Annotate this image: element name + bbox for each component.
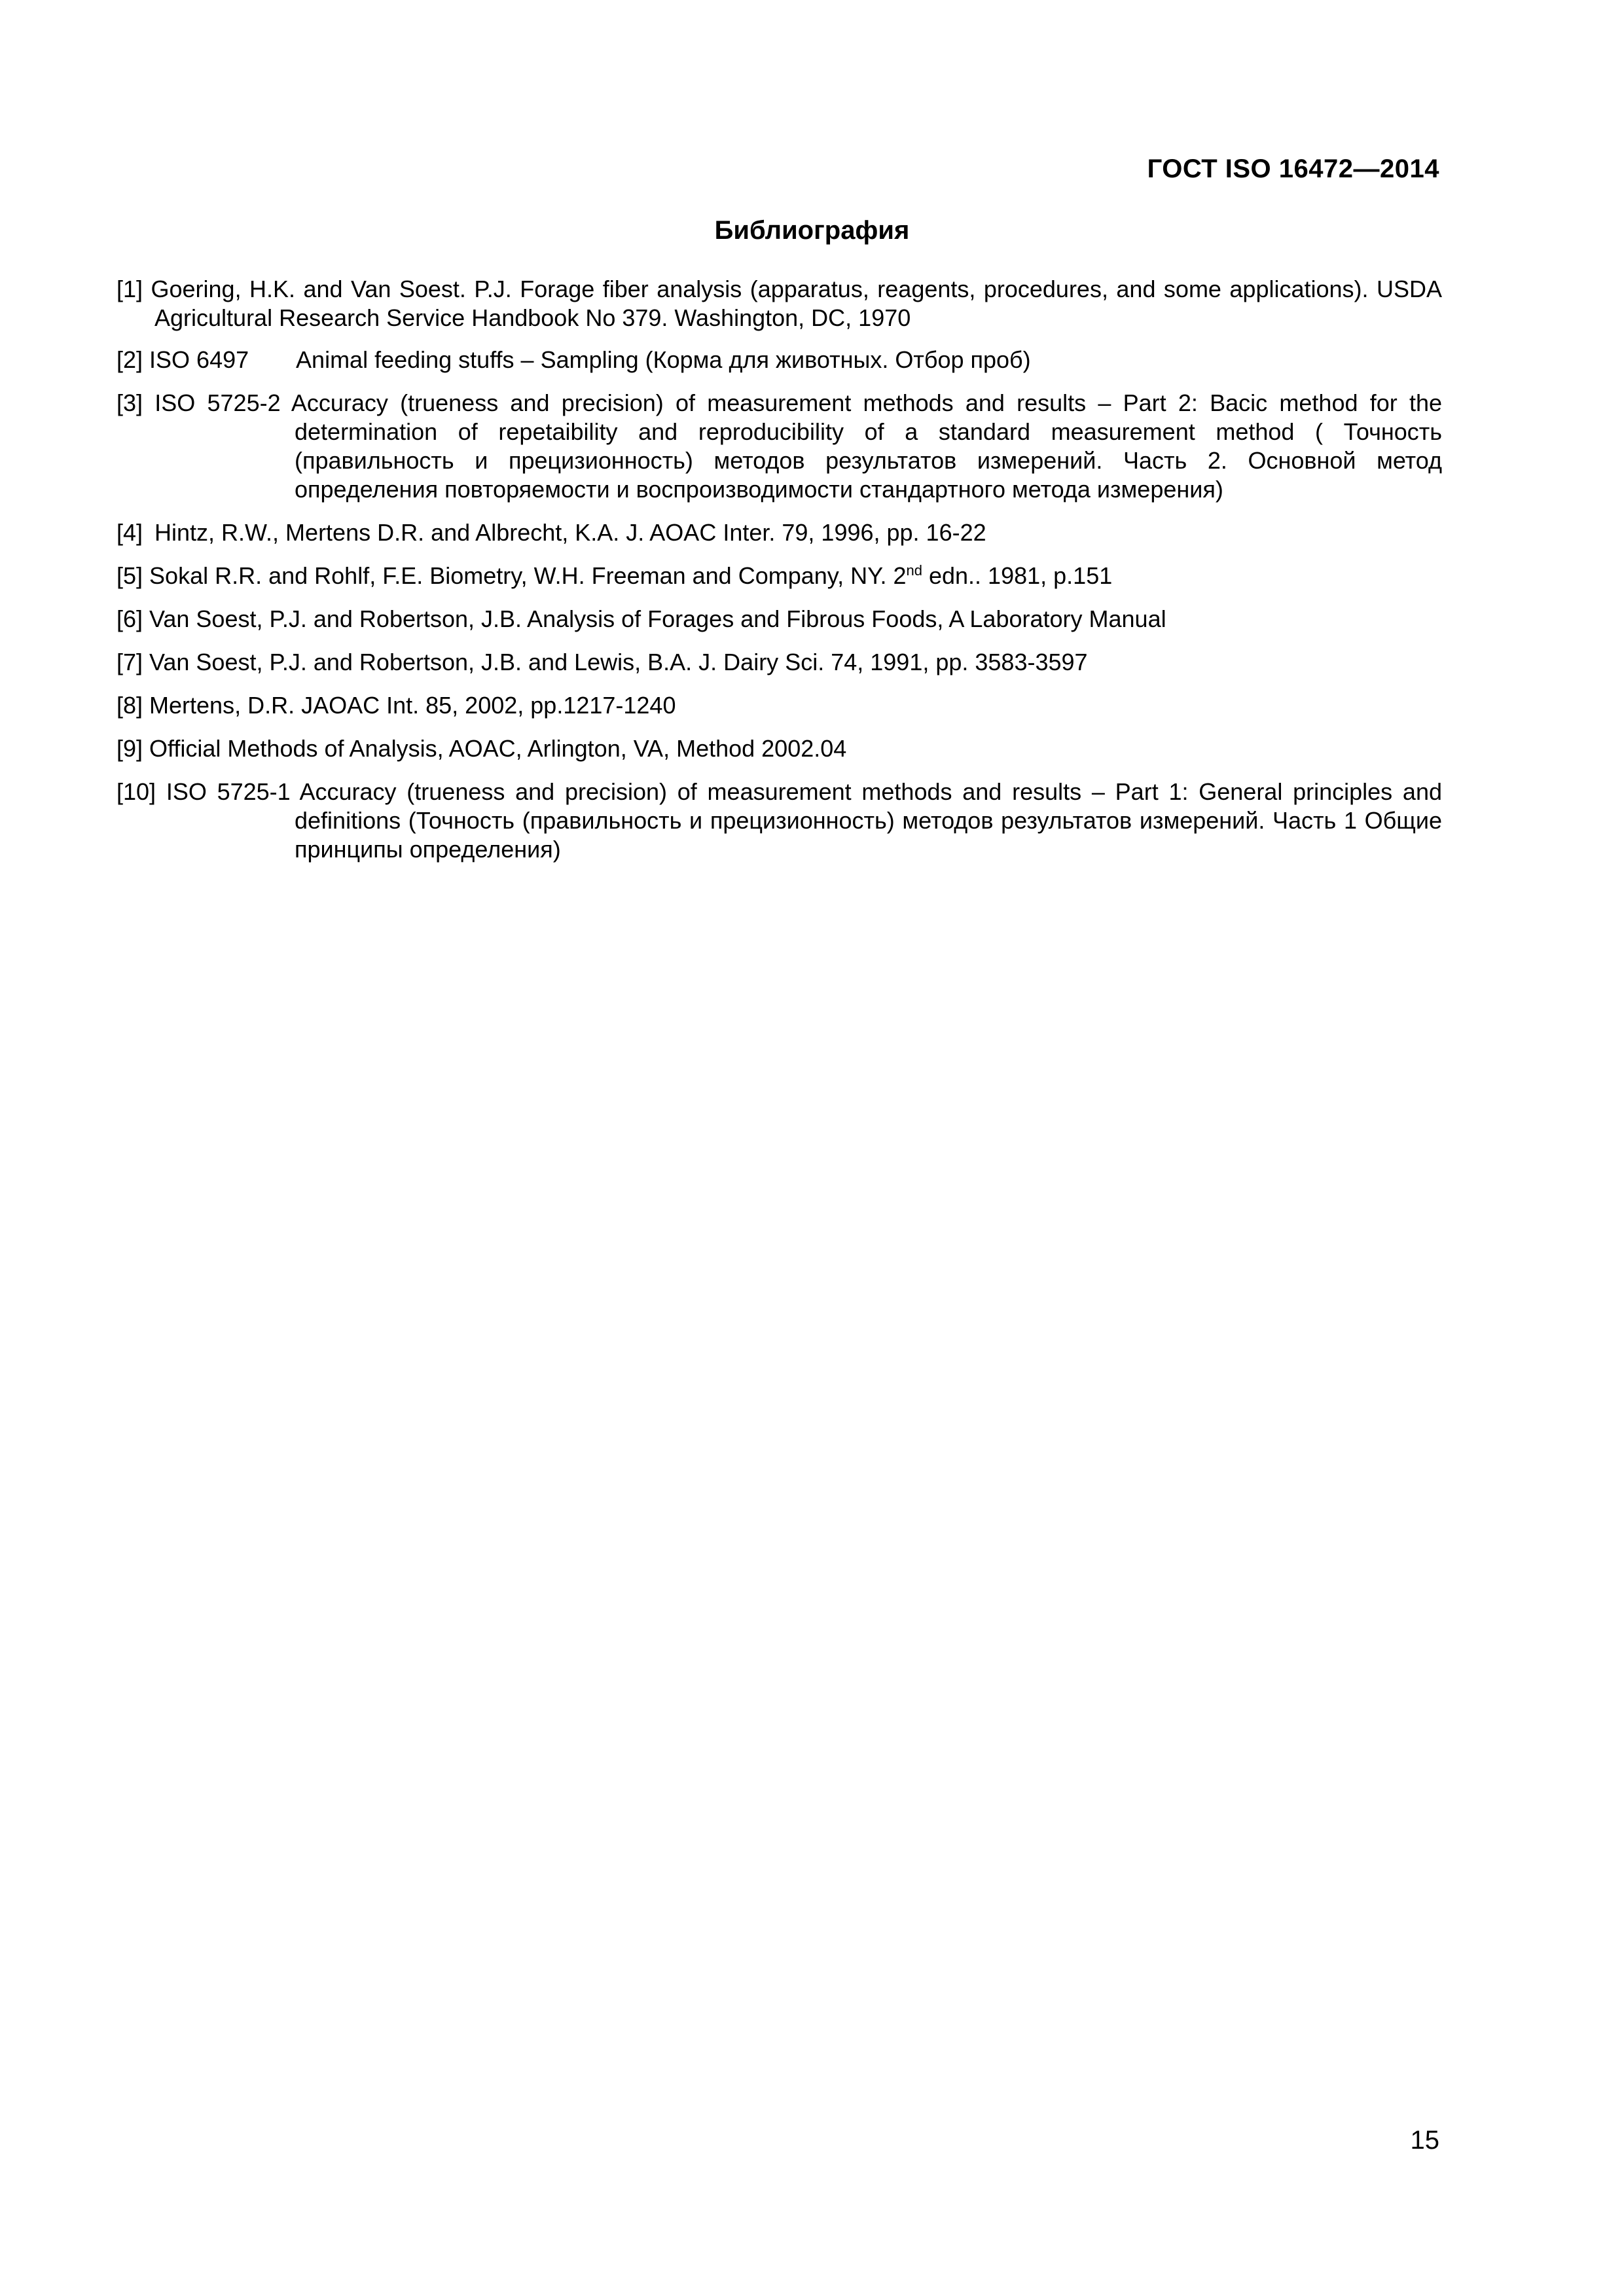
reference-number: [9] bbox=[117, 735, 143, 762]
reference-item bbox=[117, 691, 1442, 720]
reference-text: Hintz, R.W., Mertens D.R. and Albrecht, K.A. J. AOAC Inter. 79, 1996, pp. 16-22 bbox=[154, 519, 986, 546]
reference-text: Accuracy (trueness and precision) of measurement methods and results – Part 1: General principles and definitions (Точность (правильность и прецизионность) методов результатов измерений. Часть 1 Общие принципы определения) bbox=[295, 778, 1442, 863]
reference-item bbox=[117, 734, 1442, 763]
reference-code: ISO 5725-1 bbox=[166, 778, 291, 805]
reference-item bbox=[117, 778, 1442, 864]
reference-item bbox=[117, 346, 1442, 374]
reference-item bbox=[117, 518, 1442, 547]
reference-text bbox=[149, 562, 1442, 590]
reference-number: [7] bbox=[117, 649, 143, 675]
reference-text: Animal feeding stuffs – Sampling (Корма для животных. Отбор проб) bbox=[296, 346, 1031, 373]
reference-code: ISO 6497 bbox=[149, 346, 249, 373]
reference-text-part: Sokal R.R. and Rohlf, F.E. Biometry, W.H. Freeman and Company, NY. 2 bbox=[149, 562, 907, 589]
reference-number: [1] bbox=[117, 276, 143, 302]
document-header: ГОСТ ISO 16472—2014 bbox=[1147, 154, 1439, 183]
reference-text: Van Soest, P.J. and Robertson, J.B. Analysis of Forages and Fibrous Foods, A Laboratory Manual bbox=[149, 605, 1166, 632]
reference-text-part: edn.. 1981, p.151 bbox=[922, 562, 1113, 589]
reference-number: [3] bbox=[117, 389, 143, 416]
reference-text: Accuracy (trueness and precision) of measurement methods and results – Part 2: Bacic method for the determination of repetaibility and reproducibility of a standard measurement method ( Точность (правильность и прецизионность) методов результатов измерений. Часть 2. Основной метод определения повторяемости и воспроизводимости стандартного метода измерения) bbox=[291, 389, 1442, 503]
reference-item bbox=[117, 648, 1442, 677]
reference-number: [6] bbox=[117, 605, 143, 632]
reference-number: [4] bbox=[117, 519, 143, 546]
reference-item bbox=[117, 275, 1442, 332]
reference-code: ISO 5725-2 bbox=[154, 389, 281, 416]
reference-item bbox=[117, 389, 1442, 504]
reference-item bbox=[117, 605, 1442, 634]
reference-number: [5] bbox=[117, 562, 143, 589]
reference-number: [10] bbox=[117, 778, 156, 805]
reference-superscript: nd bbox=[906, 562, 922, 579]
reference-text: Goering, H.K. and Van Soest. P.J. Forage fiber analysis (apparatus, reagents, procedures, and some applications). USDA Agricultural Research Service Handbook No 379. Washington, DC, 1970 bbox=[151, 276, 1442, 331]
reference-list bbox=[117, 275, 1442, 864]
reference-text: Official Methods of Analysis, AOAC, Arlington, VA, Method 2002.04 bbox=[149, 735, 847, 762]
reference-text: Van Soest, P.J. and Robertson, J.B. and Lewis, B.A. J. Dairy Sci. 74, 1991, pp. 3583-3597 bbox=[149, 649, 1088, 675]
reference-number: [8] bbox=[117, 692, 143, 719]
page-number: 15 bbox=[1410, 2126, 1439, 2155]
page-title: Библиография bbox=[714, 216, 910, 245]
reference-item bbox=[117, 562, 1442, 590]
reference-text: Mertens, D.R. JAOAC Int. 85, 2002, pp.1217-1240 bbox=[149, 692, 676, 719]
reference-number: [2] bbox=[117, 346, 143, 373]
